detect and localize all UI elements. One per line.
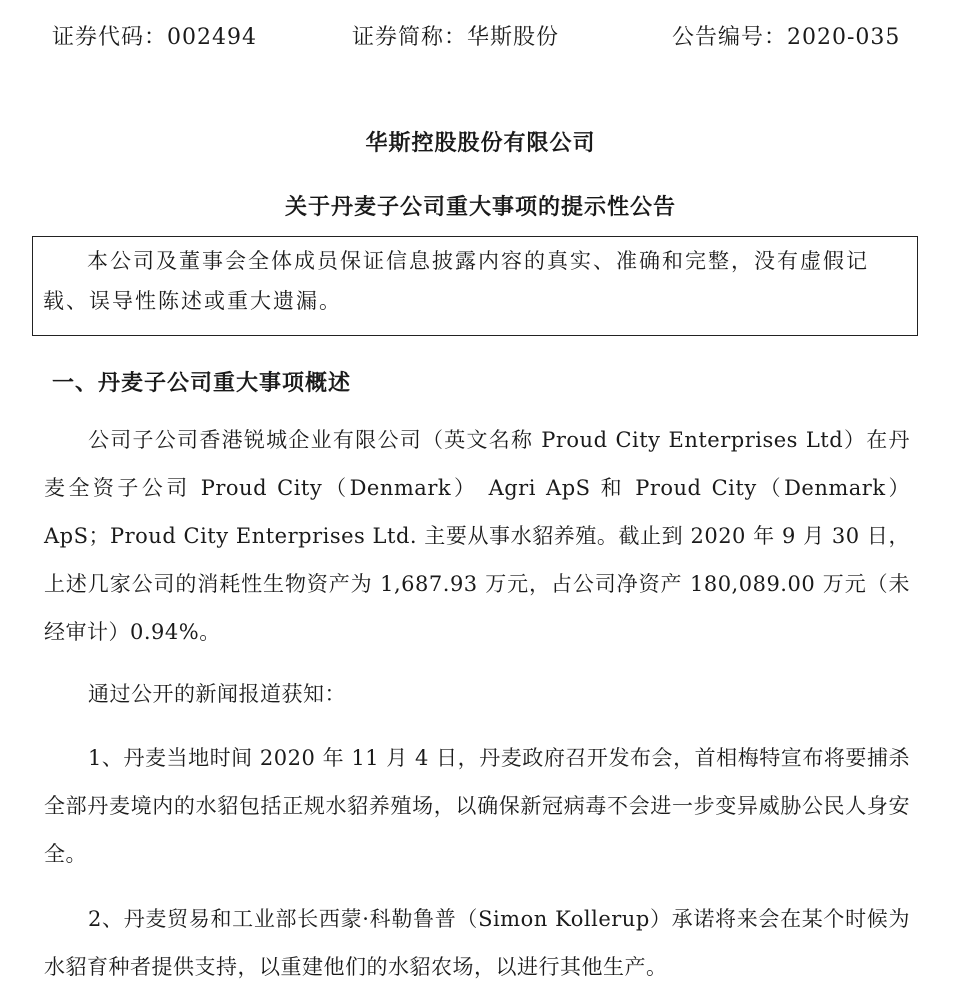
company-title: 华斯控股股份有限公司 bbox=[365, 131, 596, 156]
section-heading: 一、丹麦子公司重大事项概述 bbox=[52, 371, 352, 396]
security-code: 证券代码：002494 bbox=[52, 25, 257, 50]
paragraph-overview: 公司子公司香港锐城企业有限公司（英文名称 Proud City Enterprises Ltd）在丹麦全资子公司 Proud City（Denmark） Agri ApS 和 Proud City（Denmark） ApS；Proud City Enterprises Ltd. 主要从事水貂养殖。截止到 2020 年 9 月 30 日，上述几家公司的消耗性生物资产为 1,687.93 万元，占公司净资产 180,089.00 万元（未经审计）0.94%。 bbox=[44, 428, 910, 644]
paragraph-item-1: 1、丹麦当地时间 2020 年 11 月 4 日，丹麦政府召开发布会，首相梅特宣布将要捕杀全部丹麦境内的水貂包括正规水貂养殖场，以确保新冠病毒不会进一步变异威胁公民人身安全。 bbox=[44, 746, 910, 866]
declaration-box: 本公司及董事会全体成员保证信息披露内容的真实、准确和完整，没有虚假记载、误导性陈述或重大遗漏。 bbox=[32, 236, 918, 336]
paragraph-news-intro: 通过公开的新闻报道获知： bbox=[88, 682, 346, 706]
paragraph-item-2: 2、丹麦贸易和工业部长西蒙·科勒鲁普（Simon Kollerup）承诺将来会在某个时候为水貂育种者提供支持，以重建他们的水貂农场，以进行其他生产。 bbox=[44, 907, 910, 979]
notice-title: 关于丹麦子公司重大事项的提示性公告 bbox=[284, 195, 676, 220]
announcement-number: 公告编号：2020-035 bbox=[672, 25, 901, 50]
header-row bbox=[0, 20, 961, 56]
security-name: 证券简称：华斯股份 bbox=[352, 25, 560, 50]
